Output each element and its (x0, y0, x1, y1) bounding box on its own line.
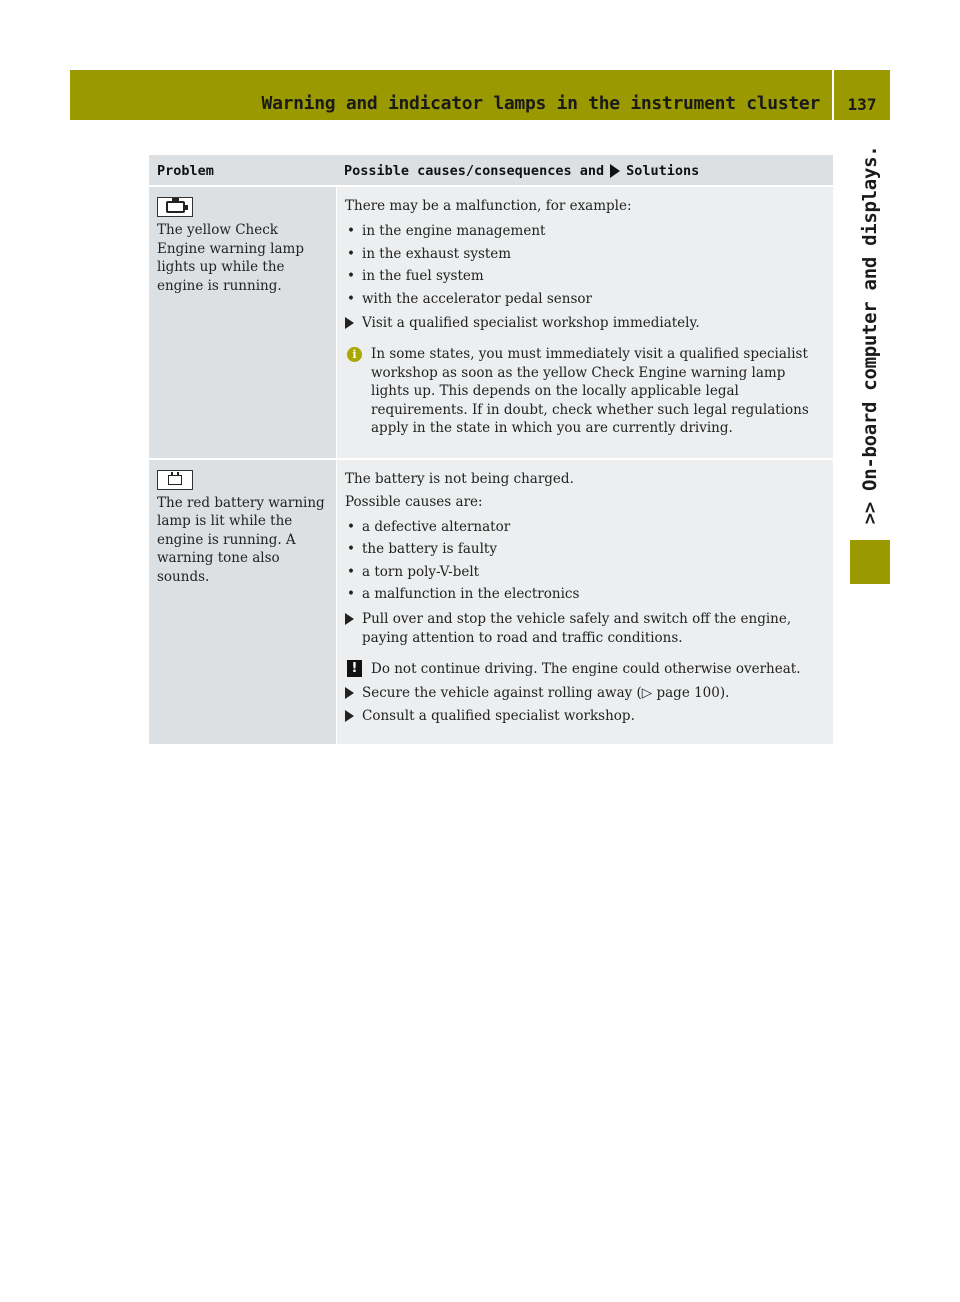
side-tab-label: >> On-board computer and displays. (859, 145, 881, 525)
list-item: • in the fuel system (345, 265, 827, 288)
list-item: • a malfunction in the electronics (345, 583, 827, 606)
warning-note-text: Do not continue driving. The engine could otherwise overheat. (371, 660, 801, 677)
action-arrow-icon (345, 613, 354, 625)
solution-cell (336, 460, 833, 745)
page-number: 137 (847, 95, 877, 114)
table-header (149, 155, 833, 185)
info-icon: i (347, 347, 362, 362)
warning-lamps-table (149, 155, 833, 744)
list-item: • in the engine management (345, 220, 827, 243)
header-solutions-suffix: Solutions (626, 163, 700, 179)
list-item: • a defective alternator (345, 516, 827, 539)
table-row (149, 185, 833, 458)
list-item: • the battery is faulty (345, 538, 827, 561)
page-title: Warning and indicator lamps in the instrument cluster (261, 93, 820, 114)
problem-cell (149, 460, 336, 745)
list-item: • with the accelerator pedal sensor (345, 288, 827, 311)
action-text: Consult a qualified specialist workshop. (362, 708, 635, 724)
battery-icon (157, 470, 193, 490)
action-step (345, 684, 827, 703)
action-arrow-icon (345, 710, 354, 722)
action-arrow-icon (345, 317, 354, 329)
cause-intro-2: Possible causes are: (345, 493, 483, 510)
page-header-bar (70, 70, 832, 120)
action-step (345, 610, 827, 648)
list-item: • in the exhaust system (345, 243, 827, 266)
cause-list (345, 220, 827, 310)
action-step (345, 314, 827, 333)
cause-list (345, 516, 827, 606)
action-text: Secure the vehicle against rolling away (▷ page 100). (362, 685, 730, 701)
warning-icon: ! (347, 660, 362, 677)
action-text: Visit a qualified specialist workshop immediately. (362, 315, 700, 331)
header-solutions (336, 155, 833, 185)
check-engine-icon (157, 197, 193, 217)
action-text: Pull over and stop the vehicle safely and switch off the engine, paying attention to road and traffic conditions. (362, 610, 792, 646)
warning-note (345, 660, 827, 679)
action-arrow-icon (345, 687, 354, 699)
header-solutions-prefix: Possible causes/consequences and (344, 163, 605, 179)
info-note (345, 345, 827, 438)
side-tab (848, 140, 892, 530)
cause-intro: There may be a malfunction, for example: (345, 198, 632, 214)
problem-text: The yellow Check Engine warning lamp lights up while the engine is running. (157, 222, 304, 294)
page-number-box (834, 70, 890, 120)
header-problem: Problem (157, 163, 214, 179)
list-item: • a torn poly-V-belt (345, 561, 827, 584)
side-tab-marker (850, 540, 890, 584)
problem-cell (149, 187, 336, 458)
info-note-text: In some states, you must immediately visit a qualified specialist workshop as soon as the yellow Check Engine warning lamp lights up. This depends on the locally applicable legal requirements. If in doubt, check whether such legal regulations apply in the state in which you are currently driving. (371, 346, 809, 436)
cause-intro: The battery is not being charged. (345, 470, 574, 487)
action-step (345, 707, 827, 726)
problem-text: The red battery warning lamp is lit while the engine is running. A warning tone also sounds. (157, 494, 325, 585)
arrow-right-icon (610, 164, 620, 178)
table-row (149, 458, 833, 745)
solution-cell (336, 187, 833, 458)
